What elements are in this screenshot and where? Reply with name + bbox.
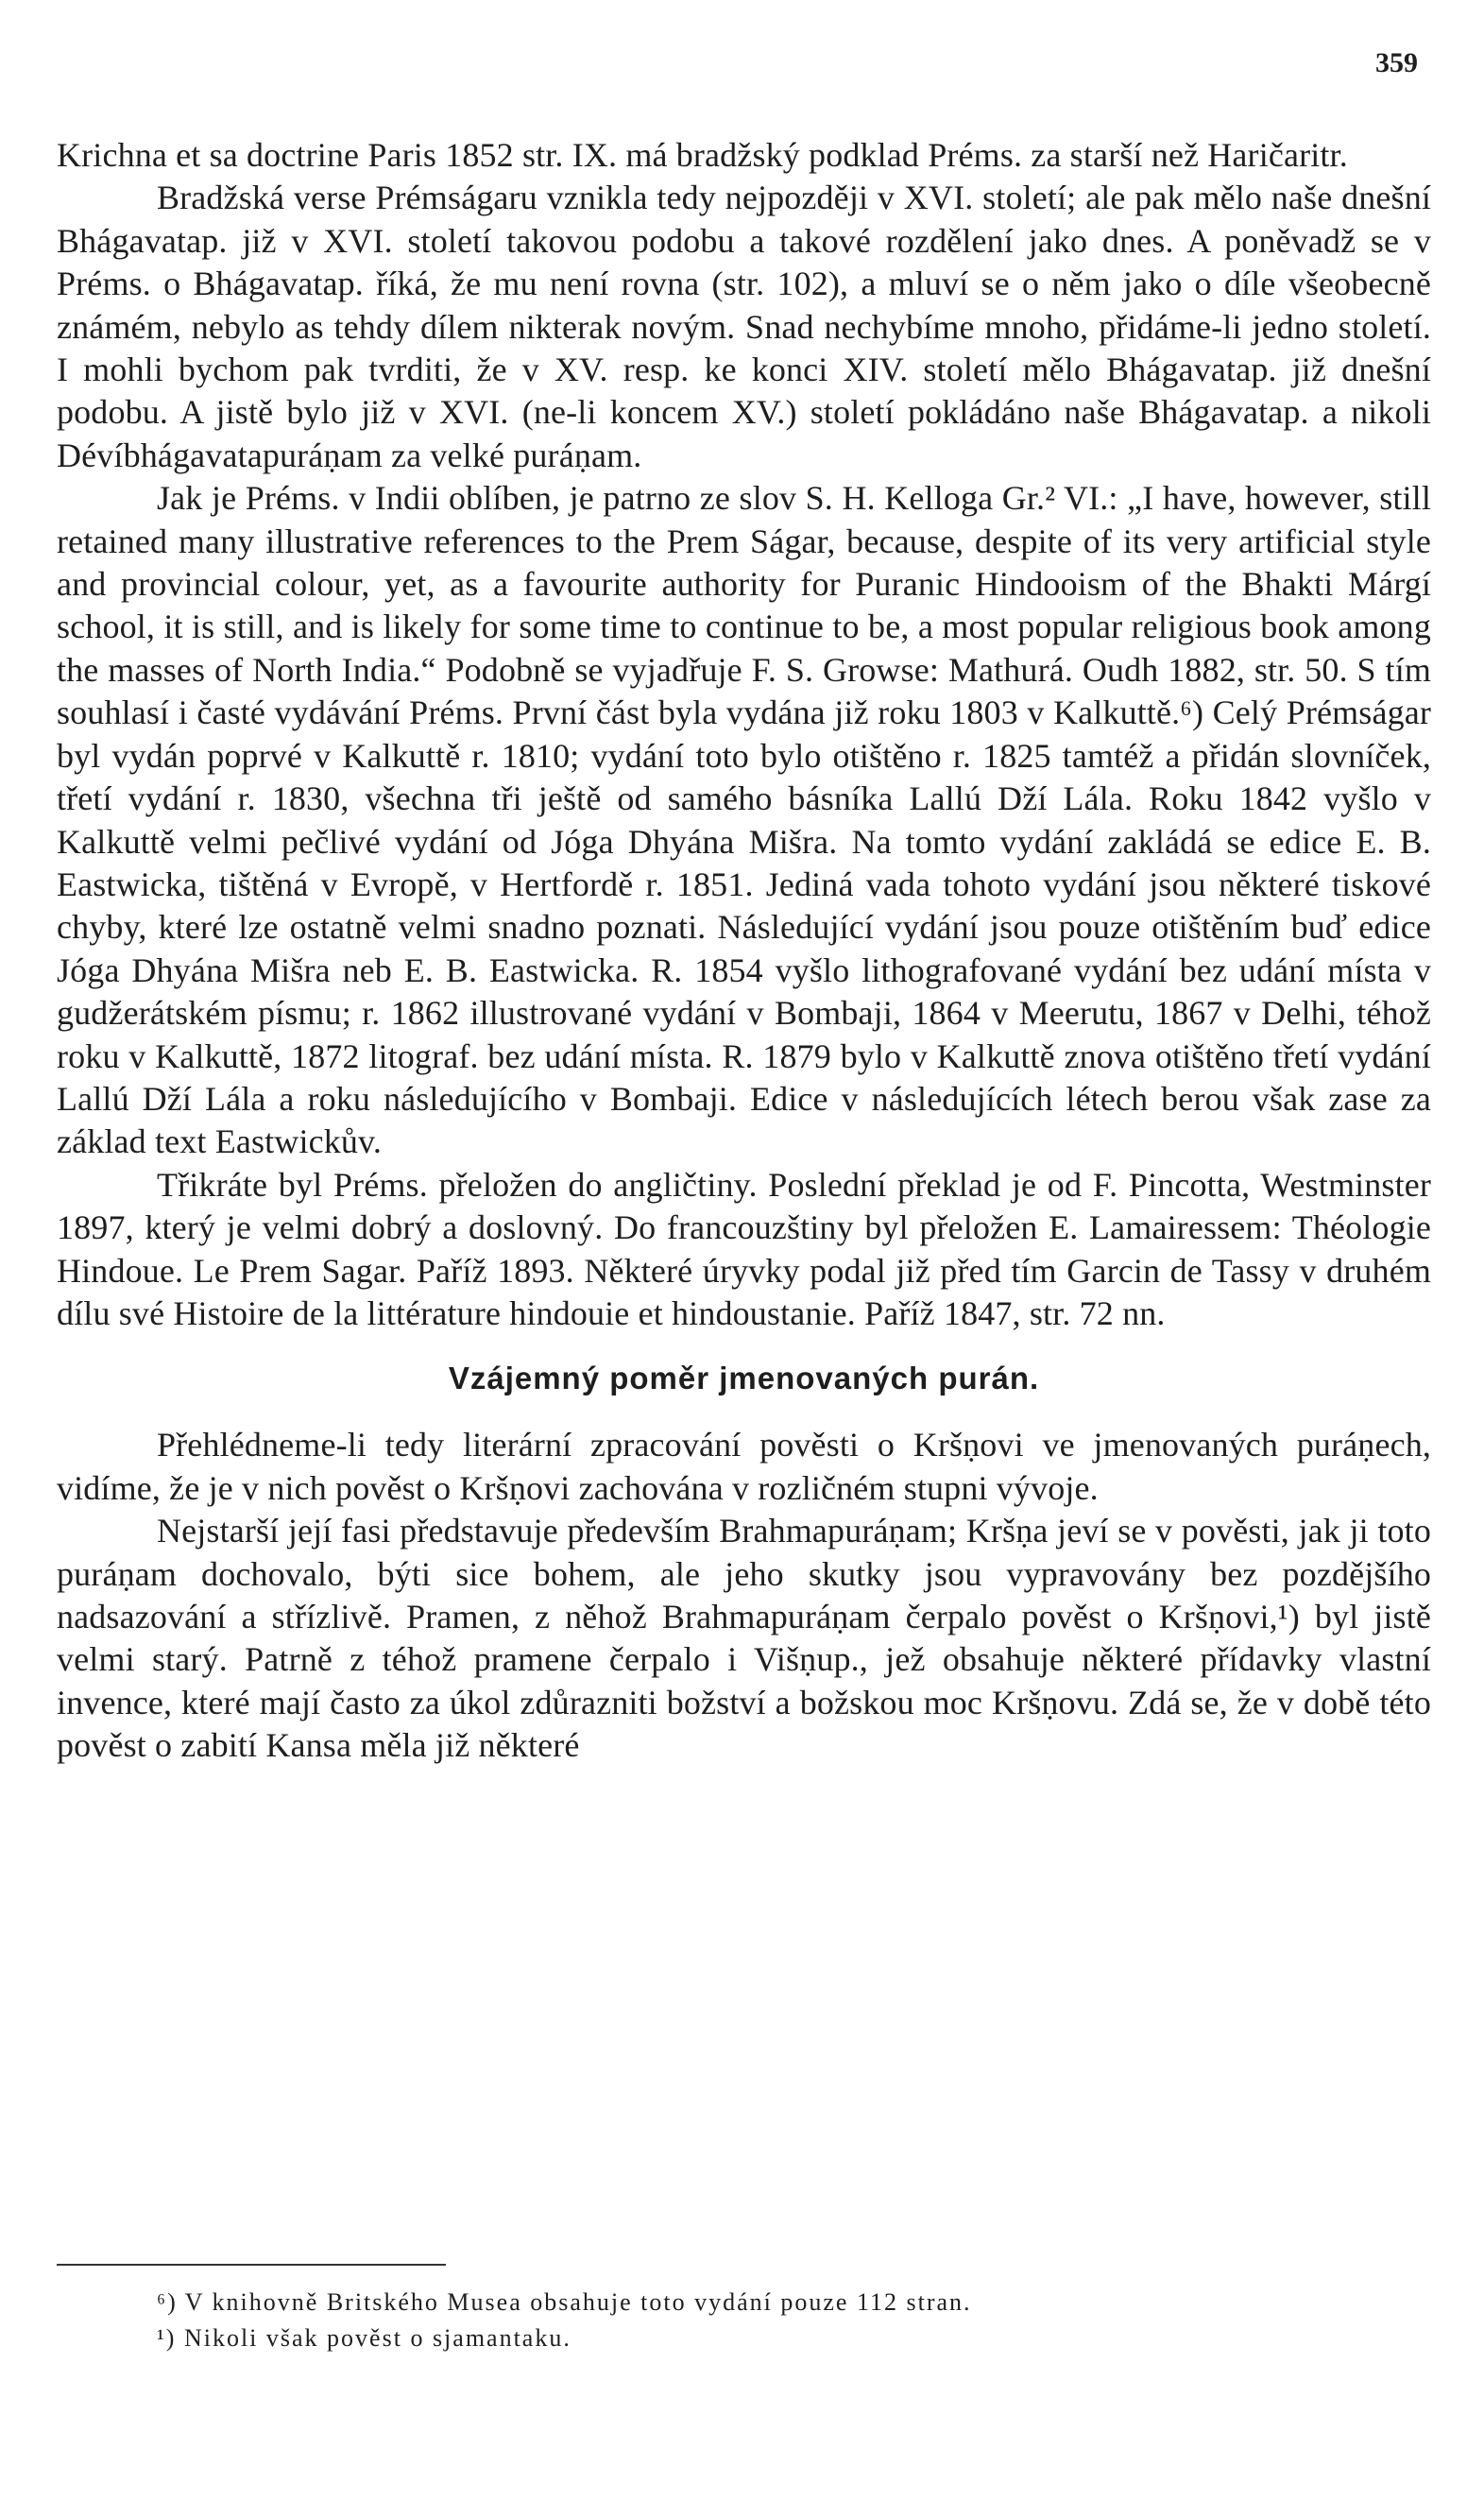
paragraph-3: Jak je Préms. v Indii oblíben, je patrno ze slov S. H. Kelloga Gr.² VI.: „I have, however, still retained many illustrative references to the Prem Ságar, because, despite of its very artificial style and provincial colour, yet, as a favourite authority for Puranic Hindooism of the Bhakti Márgí school, it is still, and is likely for some time to continue to be, a most popular religious book among the masses of North India.“ Podobně se vyjadřuje F. S. Growse: Mathurá. Oudh 1882, str. 50. S tím souhlasí i časté vydávání Préms. První část byla vydána již roku 1803 v Kalkuttě.⁶) Celý Prémságar byl vydán poprvé v Kalkuttě r. 1810; vydání toto bylo otištěno r. 1825 tamtéž a přidán slovníček, třetí vydání r. 1830, všechna tři ještě od samého básníka Lallú Dží Lála. Roku 1842 vyšlo v Kalkuttě velmi pečlivé vydání od Jóga Dhyána Mišra. Na tomto vydání zakládá se edice E. B. Eastwicka, tištěná v Evropě, v Hertfordě r. 1851. Jediná vada tohoto vydání jsou některé tiskové chyby, které lze ostatně velmi snadno poznati. Následující vydání jsou pouze otištěním buď edice Jóga Dhyána Mišra neb E. B. Eastwicka. R. 1854 vyšlo lithografované vydání bez udání místa v gudžerátském písmu; r. 1862 illustrované vydání v Bombaji, 1864 v Meerutu, 1867 v Delhi, téhož roku v Kalkuttě, 1872 litograf. bez udání místa. R. 1879 bylo v Kalkuttě znova otištěno třetí vydání Lallú Dží Lála a roku následujícího v Bombaji. Edice v následujících létech berou však zase za základ text Eastwickův.	[57, 479, 1431, 1161]
footnote-6: ⁶) V knihovně Britského Musea obsahuje toto vydání pouze 112 stran.	[157, 2288, 972, 2316]
footnote-1: ¹) Nikoli však pověst o sjamantaku.	[157, 2324, 571, 2352]
footnote-divider	[57, 2264, 446, 2266]
paragraph-4: Třikráte byl Préms. přeložen do angličtiny. Poslední překlad je od F. Pincotta, Westminster 1897, který je velmi dobrý a doslovný. Do francouzštiny byl přeložen E. Lamairessem: Théologie Hindoue. Le Prem Sagar. Paříž 1893. Některé úryvky podal již před tím Garcin de Tassy v druhém dílu své Histoire de la littérature hindouie et hindoustanie. Paříž 1847, str. 72 nn.	[57, 1165, 1431, 1332]
paragraph-6: Nejstarší její fasi představuje především Brahmapuráṇam; Kršṇa jeví se v pověsti, jak ji toto puráṇam dochovalo, býti sice bohem, ale jeho skutky jsou vypravovány bez pozdějšího nadsazování a střízlivě. Pramen, z něhož Brahmapuráṇam čerpalo pověst o Kršṇovi,¹) byl jistě velmi starý. Patrně z téhož pramene čerpalo i Višṇup., jež obsahuje některé přídavky vlastní invence, které mají často za úkol zdůrazniti božství a božskou moc Kršṇovu. Zdá se, že v době této pověst o zabití Kansa měla již některé	[57, 1512, 1431, 1765]
section-heading: Vzájemný poměr jmenovaných purán.	[448, 1361, 1040, 1396]
footnotes	[157, 2285, 1385, 2356]
page-number: 359	[1375, 47, 1418, 78]
main-text	[57, 134, 1431, 1768]
paragraph-2: Bradžská verse Prémságaru vznikla tedy nejpozději v XVI. století; ale pak mělo naše dnešní Bhágavatap. již v XVI. století takovou podobu a takové rozdělení jako dnes. A poněvadž se v Préms. o Bhágavatap. říká, že mu není rovna (str. 102), a mluví se o něm jako o díle všeobecně známém, nebylo as tehdy dílem nikterak novým. Snad nechybíme mnoho, přidáme-li jedno století. I mohli bychom pak tvrditi, že v XV. resp. ke konci XIV. století mělo Bhágavatap. již dnešní podobu. A jistě bylo již v XVI. (ne-li koncem XV.) století pokládáno naše Bhágavatap. a nikoli Dévíbhágavatapuráṇam za velké puráṇam.	[57, 179, 1431, 474]
paragraph-1: Krichna et sa doctrine Paris 1852 str. IX. má bradžský podklad Préms. za starší než Haričaritr.	[57, 136, 1348, 174]
paragraph-5: Přehlédneme-li tedy literární zpracování pověsti o Kršṇovi ve jmenovaných puráṇech, vidíme, že je v nich pověst o Kršṇovi zachována v rozličném stupni vývoje.	[57, 1426, 1431, 1507]
